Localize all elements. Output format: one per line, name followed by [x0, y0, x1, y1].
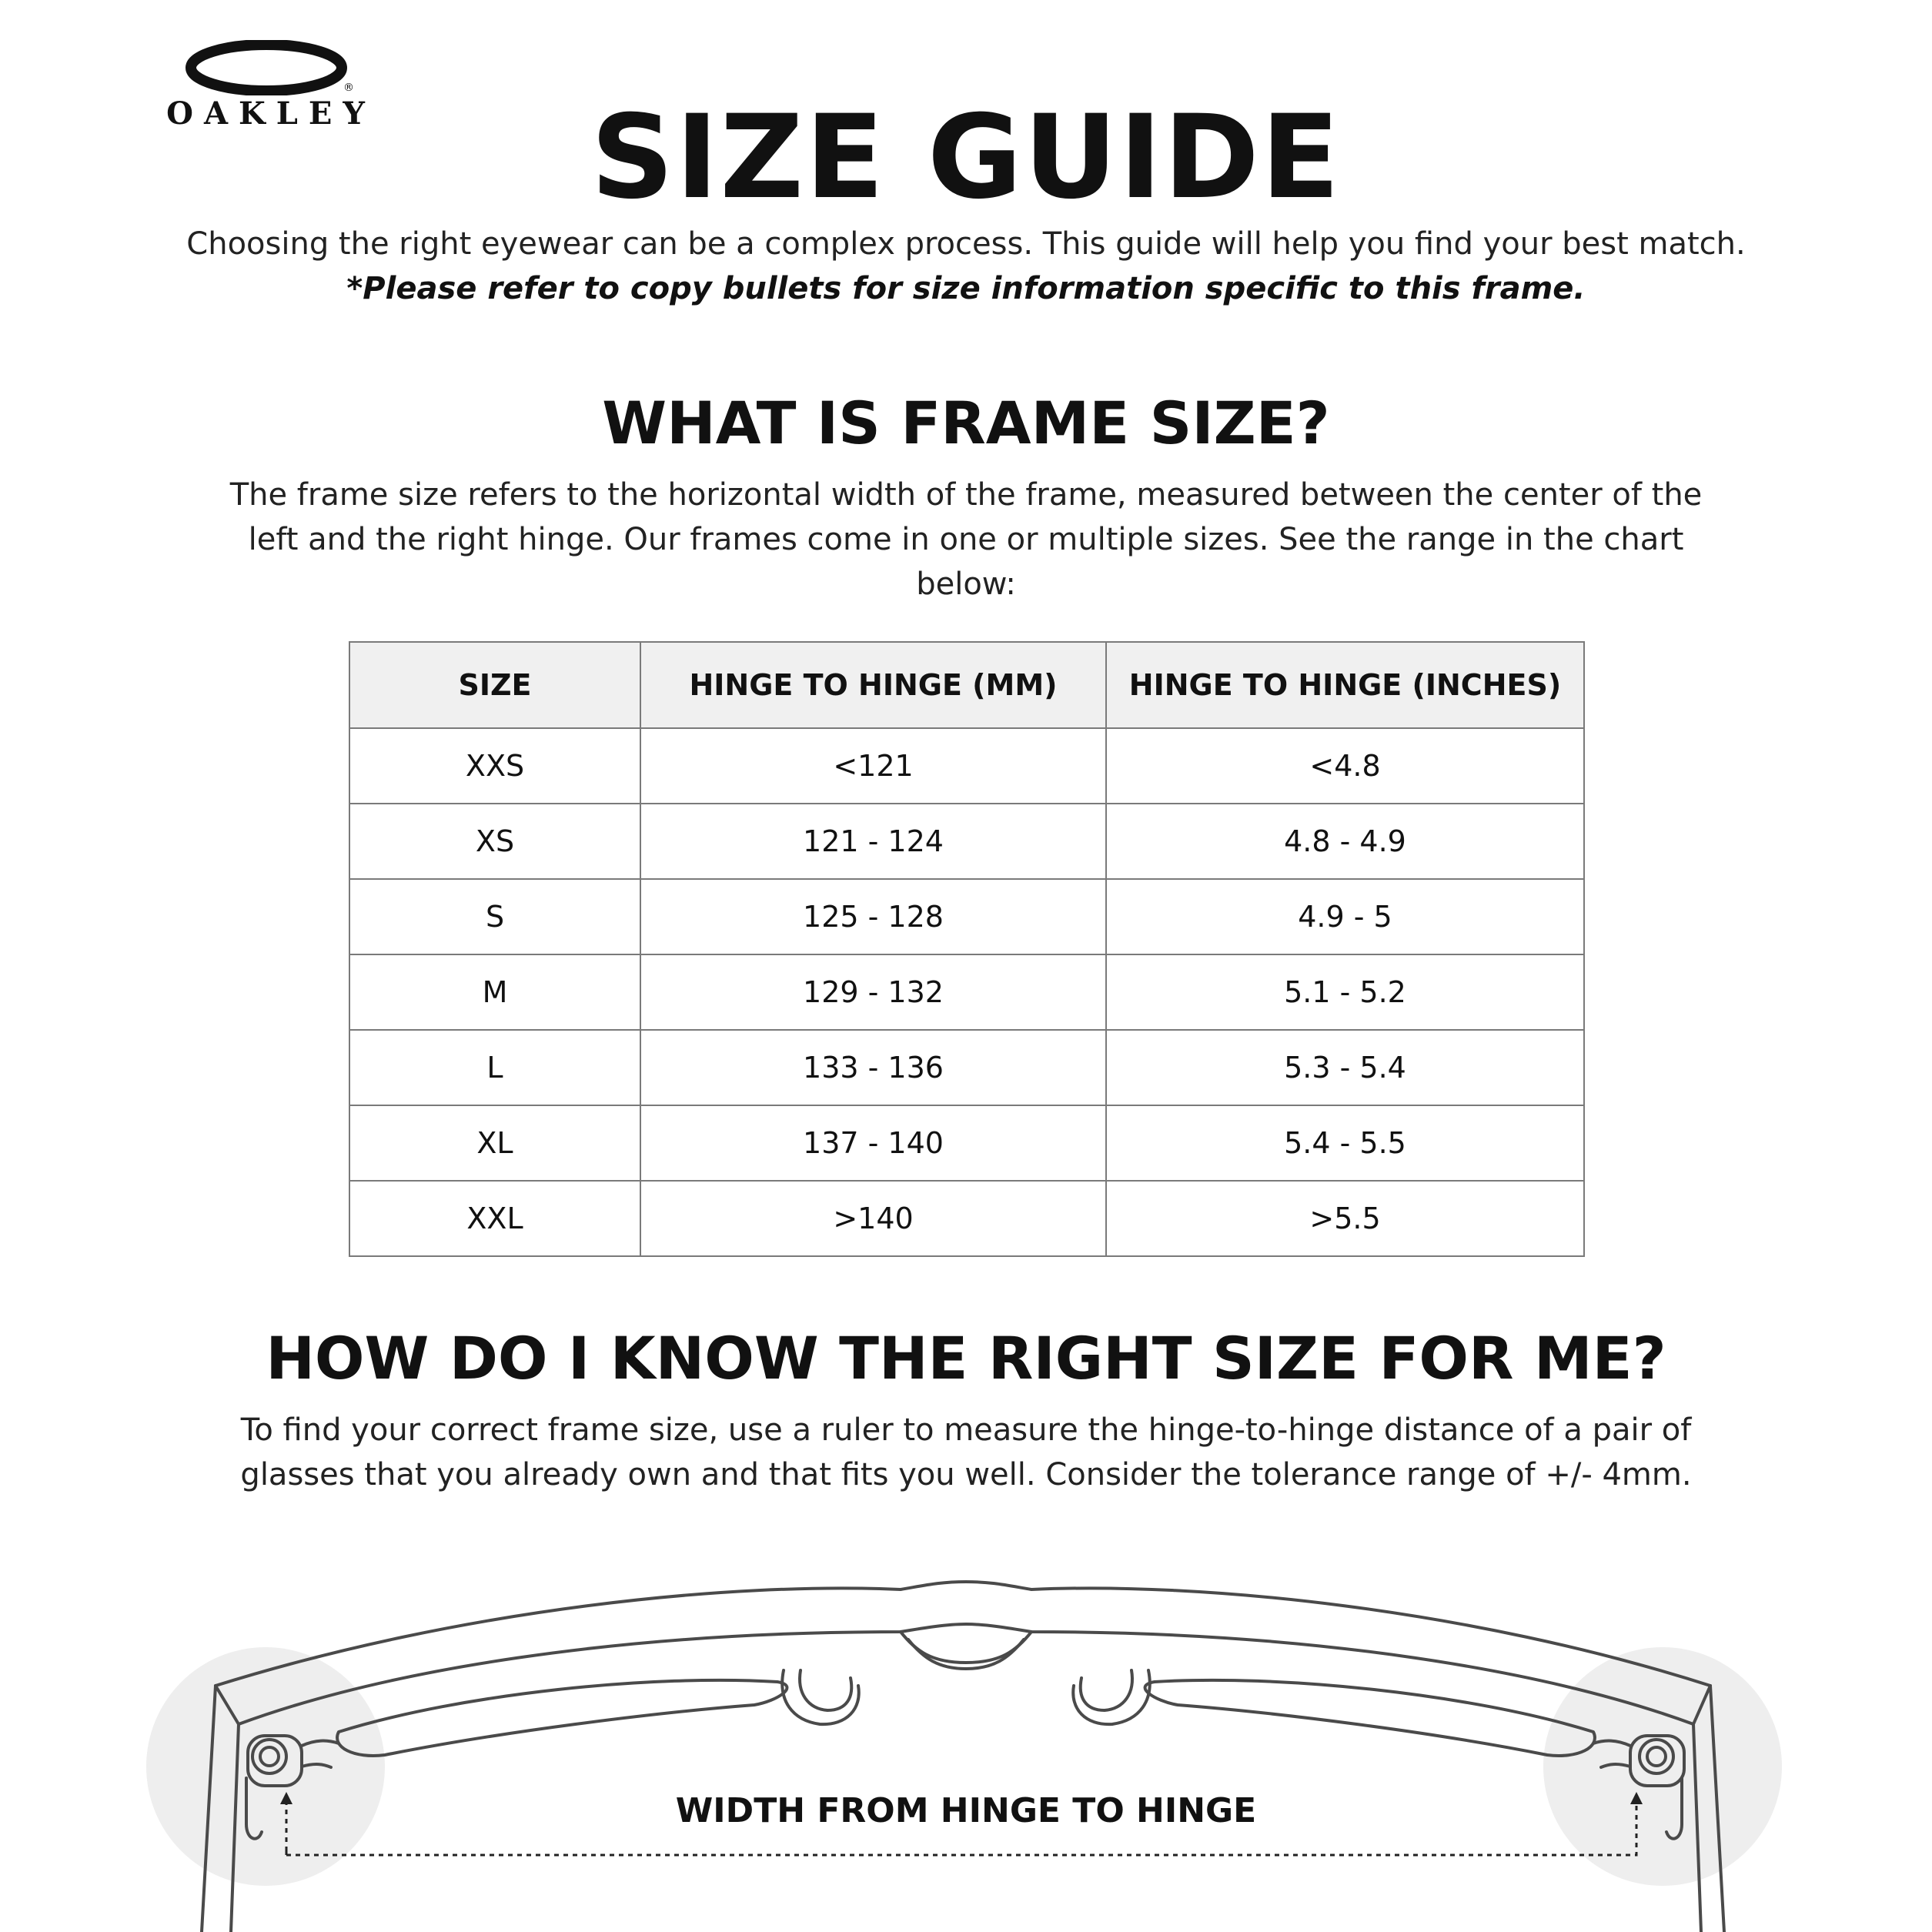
frame-size-heading: WHAT IS FRAME SIZE?	[602, 389, 1330, 457]
table-row	[349, 1105, 1584, 1181]
glasses-frame-icon	[0, 1547, 1932, 1932]
right-size-heading: HOW DO I KNOW THE RIGHT SIZE FOR ME?	[266, 1324, 1666, 1392]
cell-mm: >140	[640, 1181, 1106, 1256]
cell-size: XL	[349, 1105, 640, 1181]
intro-block	[0, 222, 1932, 311]
page-title: SIZE GUIDE	[590, 91, 1342, 225]
brand-name: OAKLEY	[166, 95, 376, 132]
oakley-ellipse-icon	[151, 40, 391, 95]
table-row	[349, 1030, 1584, 1105]
table-row	[349, 879, 1584, 954]
cell-inches: 5.1 - 5.2	[1106, 954, 1584, 1030]
table-row	[349, 1181, 1584, 1256]
cell-size: XXL	[349, 1181, 640, 1256]
cell-inches: 4.8 - 4.9	[1106, 804, 1584, 879]
diagram-label: WIDTH FROM HINGE TO HINGE	[675, 1791, 1257, 1830]
cell-size: S	[349, 879, 640, 954]
cell-inches: 5.3 - 5.4	[1106, 1030, 1584, 1105]
table-header-row	[349, 642, 1584, 728]
col-header-inches: HINGE TO HINGE (INCHES)	[1106, 642, 1584, 728]
intro-text: Choosing the right eyewear can be a complex process. This guide will help you find your best match.	[186, 226, 1746, 262]
table-row	[349, 954, 1584, 1030]
cell-size: XXS	[349, 728, 640, 804]
intro-note: *Please refer to copy bullets for size information specific to this frame.	[346, 271, 1586, 306]
right-size-description: To find your correct frame size, use a ruler to measure the hinge-to-hinge distance of a pair of glasses that you already own and that fits you well. Consider the tolerance range of +/- 4mm.	[240, 1412, 1692, 1492]
cell-inches: 5.4 - 5.5	[1106, 1105, 1584, 1181]
cell-mm: 121 - 124	[640, 804, 1106, 879]
cell-mm: 137 - 140	[640, 1105, 1106, 1181]
table-row	[349, 804, 1584, 879]
frame-size-description: The frame size refers to the horizontal width of the frame, measured between the center of the left and the right hinge. Our frames come in one or multiple sizes. See the range in the chart below:	[229, 477, 1703, 602]
size-table	[349, 641, 1585, 1257]
col-header-size: SIZE	[349, 642, 640, 728]
cell-inches: <4.8	[1106, 728, 1584, 804]
col-header-mm: HINGE TO HINGE (MM)	[640, 642, 1106, 728]
right-hinge-highlight	[1543, 1647, 1782, 1886]
cell-mm: 129 - 132	[640, 954, 1106, 1030]
cell-mm: 125 - 128	[640, 879, 1106, 954]
cell-size: M	[349, 954, 640, 1030]
cell-size: XS	[349, 804, 640, 879]
svg-text:®: ®	[343, 82, 354, 94]
cell-mm: 133 - 136	[640, 1030, 1106, 1105]
cell-inches: 4.9 - 5	[1106, 879, 1584, 954]
cell-mm: <121	[640, 728, 1106, 804]
cell-inches: >5.5	[1106, 1181, 1584, 1256]
cell-size: L	[349, 1030, 640, 1105]
table-row	[349, 728, 1584, 804]
